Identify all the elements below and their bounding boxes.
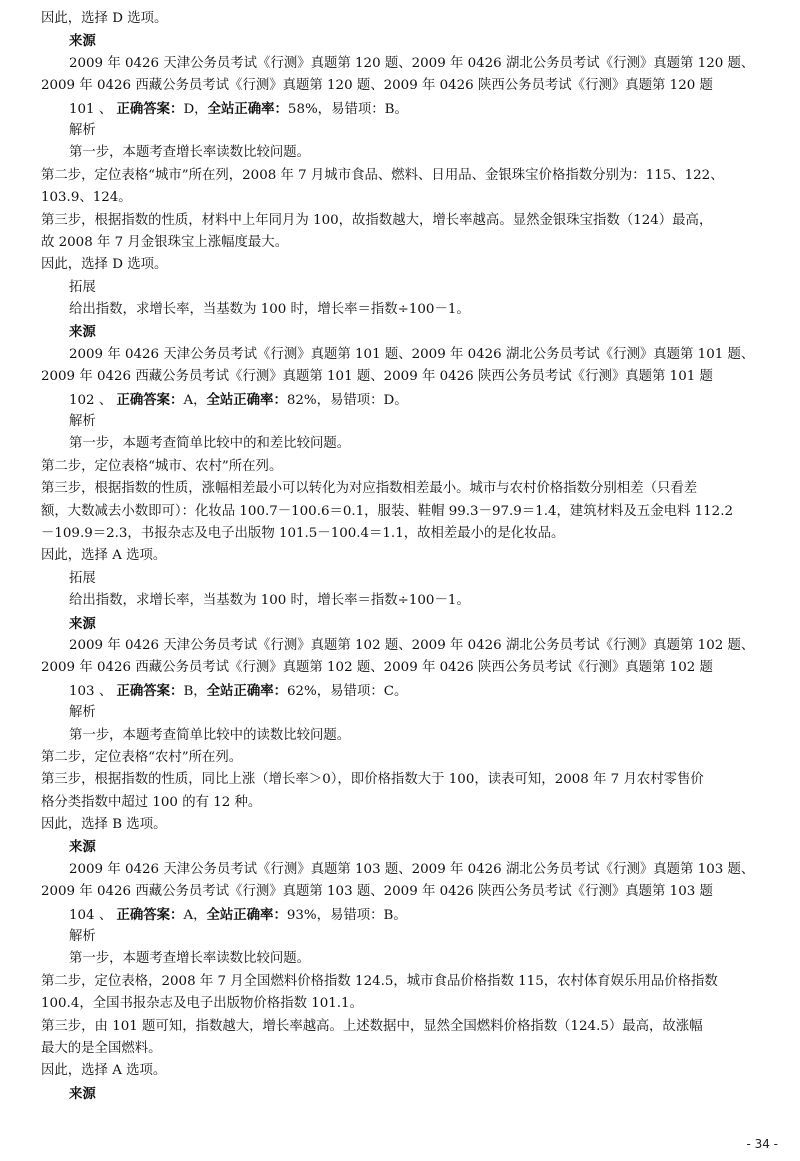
paragraph-line: 第一步，本题考查增长率读数比较问题。 bbox=[69, 951, 311, 967]
analysis-heading: 解析 bbox=[69, 122, 96, 138]
paragraph-line: 第三步，根据指数的性质，材料中上年同月为 100，故指数越大，增长率越高。显然金银珠宝指数（124）最高， bbox=[41, 212, 713, 228]
accuracy-label: 全站正确率： bbox=[207, 100, 288, 117]
source-heading: 来源 bbox=[69, 615, 96, 632]
paragraph-line: 给出指数，求增长率，当基数为 100 时，增长率＝指数÷100－1。 bbox=[69, 302, 470, 318]
paragraph-line: 2009 年 0426 西藏公务员考试《行测》真题第 103 题、2009 年 0426 陕西公务员考试《行测》真题第 103 题 bbox=[41, 884, 713, 900]
question-number: 103 、 bbox=[69, 683, 113, 699]
question-number: 101 、 bbox=[69, 101, 113, 117]
correct-answer-label: 正确答案： bbox=[116, 906, 184, 923]
paragraph-line: －109.9＝2.3，书报杂志及电子出版物 101.5－100.4＝1.1，故相差最小的是化妆品。 bbox=[41, 525, 565, 541]
paragraph-line: 2009 年 0426 西藏公务员考试《行测》真题第 120 题、2009 年 0426 陕西公务员考试《行测》真题第 120 题 bbox=[41, 78, 713, 94]
accuracy-label: 全站正确率： bbox=[206, 682, 288, 699]
source-heading: 来源 bbox=[69, 33, 96, 50]
paragraph-line: 第二步，定位表格，2008 年 7 月全国燃料价格指数 124.5，城市食品价格指数 115，农村体育娱乐用品价格指数 bbox=[41, 973, 718, 989]
source-heading: 来源 bbox=[69, 324, 96, 341]
correct-answer-value: A， bbox=[183, 392, 207, 408]
correct-answer-label: 正确答案： bbox=[116, 100, 184, 117]
question-number: 104 、 bbox=[69, 907, 113, 923]
paragraph-line: 100.4，全国书报杂志及电子出版物价格指数 101.1。 bbox=[41, 996, 363, 1012]
source-heading: 来源 bbox=[69, 1085, 96, 1102]
paragraph-line: 第一步，本题考查简单比较中的和差比较问题。 bbox=[69, 436, 351, 452]
conclusion-line: 因此，选择 D 选项。 bbox=[41, 257, 168, 273]
conclusion-line: 因此，选择 A 选项。 bbox=[41, 548, 167, 564]
paragraph-line: 额，大数减去小数即可）：化妆品 100.7－100.6＝0.1，服装、鞋帽 99.3－97.9＝1.4，建筑材料及五金电料 112.2 bbox=[41, 503, 733, 519]
paragraph-line: 格分类指数中超过 100 的有 12 种。 bbox=[41, 794, 262, 810]
answer-line bbox=[41, 680, 783, 702]
paragraph-line: 第二步，定位表格“农村”所在列。 bbox=[41, 749, 243, 765]
extension-heading: 拓展 bbox=[69, 570, 96, 586]
accuracy-value: 82%，易错项：D。 bbox=[286, 392, 408, 408]
accuracy-value: 93%，易错项：B。 bbox=[286, 907, 407, 923]
paragraph-line: 2009 年 0426 西藏公务员考试《行测》真题第 101 题、2009 年 0426 陕西公务员考试《行测》真题第 101 题 bbox=[41, 369, 713, 385]
paragraph-line: 2009 年 0426 西藏公务员考试《行测》真题第 102 题、2009 年 0426 陕西公务员考试《行测》真题第 102 题 bbox=[41, 660, 713, 676]
document-body bbox=[41, 8, 783, 1105]
paragraph-line: 第二步，定位表格“城市”所在列，2008 年 7 月城市食品、燃料、日用品、金银珠宝价格指数分别为：115、122、 bbox=[41, 167, 724, 183]
correct-answer-label: 正确答案： bbox=[116, 391, 184, 408]
correct-answer-label: 正确答案： bbox=[116, 682, 184, 699]
conclusion-line: 因此，选择 D 选项。 bbox=[41, 11, 168, 26]
paragraph-line: 第三步，由 101 题可知，指数越大，增长率越高。上述数据中，显然全国燃料价格指数（124.5）最高，故涨幅 bbox=[41, 1018, 703, 1034]
conclusion-line: 因此，选择 A 选项。 bbox=[41, 1063, 167, 1079]
correct-answer-value: D， bbox=[183, 101, 208, 117]
accuracy-label: 全站正确率： bbox=[206, 906, 287, 923]
extension-heading: 拓展 bbox=[69, 279, 96, 295]
paragraph-line: 2009 年 0426 天津公务员考试《行测》真题第 102 题、2009 年 0426 湖北公务员考试《行测》真题第 102 题、 bbox=[69, 637, 755, 653]
paragraph-line: 2009 年 0426 天津公务员考试《行测》真题第 103 题、2009 年 0426 湖北公务员考试《行测》真题第 103 题、 bbox=[69, 861, 755, 877]
paragraph-line: 最大的是全国燃料。 bbox=[41, 1040, 162, 1056]
paragraph-line: 2009 年 0426 天津公务员考试《行测》真题第 101 题、2009 年 0426 湖北公务员考试《行测》真题第 101 题、 bbox=[69, 346, 755, 362]
paragraph-line: 第一步，本题考查简单比较中的读数比较问题。 bbox=[69, 727, 351, 743]
question-number: 102 、 bbox=[69, 392, 113, 408]
correct-answer-value: B， bbox=[183, 683, 207, 699]
answer-line bbox=[41, 98, 783, 120]
correct-answer-value: A， bbox=[183, 907, 207, 923]
analysis-heading: 解析 bbox=[69, 705, 96, 721]
paragraph-line: 2009 年 0426 天津公务员考试《行测》真题第 120 题、2009 年 0426 湖北公务员考试《行测》真题第 120 题、 bbox=[69, 55, 755, 71]
page-number: - 34 - bbox=[746, 1137, 778, 1151]
conclusion-line: 因此，选择 B 选项。 bbox=[41, 817, 167, 833]
accuracy-value: 62%，易错项：C。 bbox=[287, 683, 408, 699]
paragraph-line: 第三步，根据指数的性质，同比上涨（增长率＞0），即价格指数大于 100，读表可知，2008 年 7 月农村零售价 bbox=[41, 772, 704, 788]
paragraph-line: 第二步，定位表格“城市、农村”所在列。 bbox=[41, 458, 283, 474]
analysis-heading: 解析 bbox=[69, 929, 96, 945]
paragraph-line: 给出指数，求增长率，当基数为 100 时，增长率＝指数÷100－1。 bbox=[69, 593, 470, 609]
source-heading: 来源 bbox=[69, 839, 96, 856]
accuracy-value: 58%，易错项：B。 bbox=[287, 101, 408, 117]
paragraph-line: 第一步，本题考查增长率读数比较问题。 bbox=[69, 145, 311, 161]
paragraph-line: 第三步，根据指数的性质，涨幅相差最小可以转化为对应指数相差最小。城市与农村价格指数分别相差（只看差 bbox=[41, 481, 698, 497]
analysis-heading: 解析 bbox=[69, 414, 96, 430]
answer-line bbox=[41, 389, 783, 411]
answer-line bbox=[41, 904, 783, 926]
accuracy-label: 全站正确率： bbox=[206, 391, 287, 408]
paragraph-line: 103.9、124。 bbox=[41, 190, 132, 206]
paragraph-line: 故 2008 年 7 月金银珠宝上涨幅度最大。 bbox=[41, 234, 289, 250]
